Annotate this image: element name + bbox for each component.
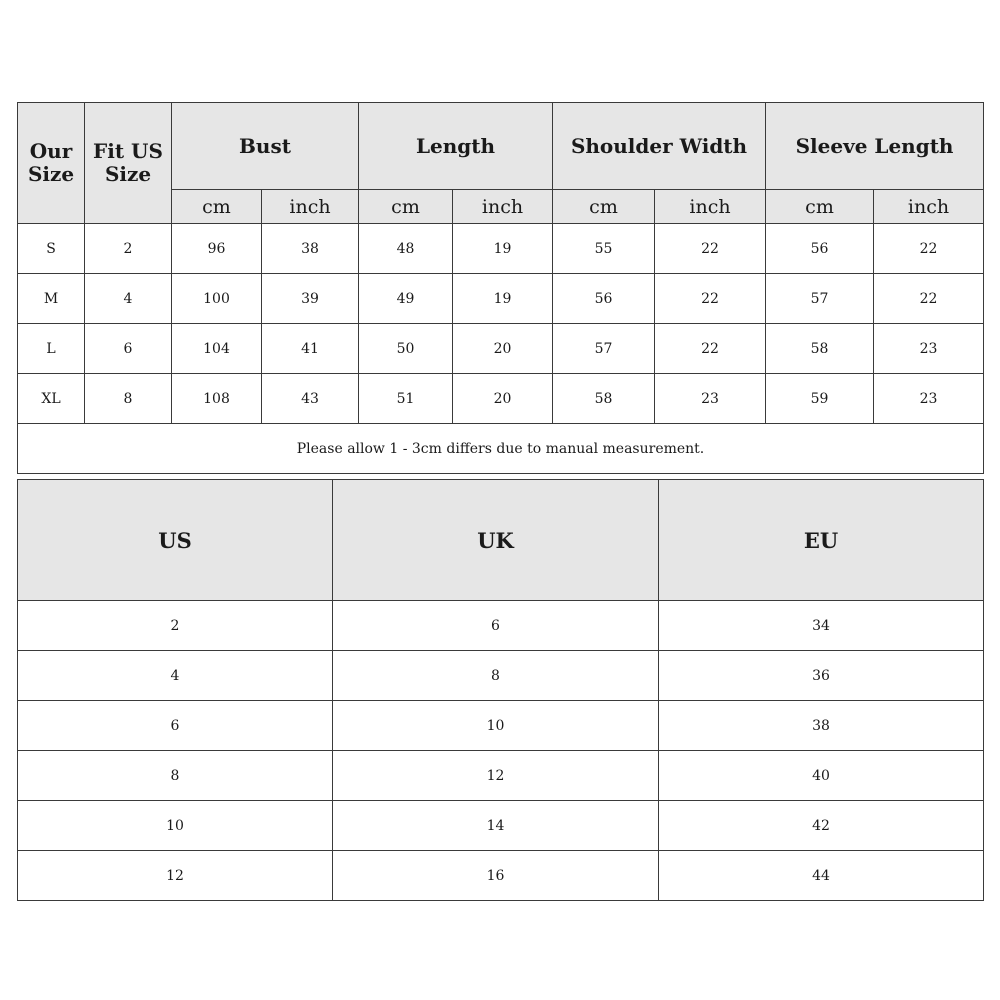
header-eu: EU [659,480,984,601]
table-cell: 96 [172,224,262,274]
unit-header-inch: inch [655,190,766,224]
unit-header-inch: inch [874,190,984,224]
table-cell: 38 [262,224,359,274]
table-cell: 50 [359,324,453,374]
header-us: US [18,480,333,601]
header-fit-us-size-line2: Size [104,162,152,186]
table-cell: 22 [655,274,766,324]
measurement-note: Please allow 1 - 3cm differs due to manual measurement. [18,424,984,474]
unit-header-cm: cm [766,190,874,224]
table-cell: 19 [453,224,553,274]
table-cell: 4 [85,274,172,324]
table-cell: 2 [18,601,333,651]
table-cell: 23 [874,324,984,374]
table-cell: 39 [262,274,359,324]
table-cell: 55 [553,224,655,274]
table-cell: XL [18,374,85,424]
table-cell: 23 [655,374,766,424]
table-cell: 40 [659,751,984,801]
table-cell: 44 [659,851,984,901]
table-cell: 41 [262,324,359,374]
table-cell: 6 [18,701,333,751]
header-our-size-line2: Size [27,162,75,186]
table-cell: 58 [766,324,874,374]
table-cell: 51 [359,374,453,424]
table-cell: 20 [453,374,553,424]
table-cell: 100 [172,274,262,324]
table-cell: 8 [18,751,333,801]
table-cell: 34 [659,601,984,651]
table-cell: 22 [874,274,984,324]
table-cell: 43 [262,374,359,424]
size-conversion-table [17,479,984,901]
table-cell: S [18,224,85,274]
table-cell: 108 [172,374,262,424]
table-cell: 10 [18,801,333,851]
table-cell: 6 [85,324,172,374]
table-cell: 19 [453,274,553,324]
table-cell: 49 [359,274,453,324]
table-cell: M [18,274,85,324]
table-cell: 6 [333,601,659,651]
table-row [18,224,984,274]
table-row [18,274,984,324]
conversion-table-body [18,601,984,901]
table-cell: 8 [85,374,172,424]
table-cell: 48 [359,224,453,274]
table-row [18,601,984,651]
table-cell: 56 [553,274,655,324]
table-cell: 22 [874,224,984,274]
table-cell: 10 [333,701,659,751]
table-cell: 59 [766,374,874,424]
header-length: Length [359,103,553,190]
header-our-size [18,103,85,224]
table-cell: L [18,324,85,374]
size-table-body [18,224,984,424]
table-cell: 57 [553,324,655,374]
table-cell: 56 [766,224,874,274]
unit-header-inch: inch [453,190,553,224]
size-measurement-table [17,102,984,474]
table-cell: 2 [85,224,172,274]
header-fit-us-size-line1: Fit US [93,139,163,163]
table-cell: 42 [659,801,984,851]
table-row [18,324,984,374]
table-cell: 12 [18,851,333,901]
unit-header-inch: inch [262,190,359,224]
table-row [18,801,984,851]
table-cell: 4 [18,651,333,701]
table-row [18,651,984,701]
header-uk: UK [333,480,659,601]
table-cell: 36 [659,651,984,701]
table-cell: 22 [655,224,766,274]
table-row [18,751,984,801]
table-row [18,701,984,751]
table-cell: 12 [333,751,659,801]
unit-header-cm: cm [359,190,453,224]
header-fit-us-size [85,103,172,224]
table-cell: 8 [333,651,659,701]
table-cell: 58 [553,374,655,424]
header-bust: Bust [172,103,359,190]
unit-header-cm: cm [172,190,262,224]
table-cell: 20 [453,324,553,374]
unit-header-cm: cm [553,190,655,224]
table-cell: 22 [655,324,766,374]
table-cell: 57 [766,274,874,324]
table-cell: 23 [874,374,984,424]
table-cell: 38 [659,701,984,751]
table-row [18,851,984,901]
table-cell: 14 [333,801,659,851]
header-sleeve-length: Sleeve Length [766,103,984,190]
table-cell: 16 [333,851,659,901]
header-shoulder-width: Shoulder Width [553,103,766,190]
table-row [18,374,984,424]
table-cell: 104 [172,324,262,374]
header-our-size-line1: Our [29,139,73,163]
